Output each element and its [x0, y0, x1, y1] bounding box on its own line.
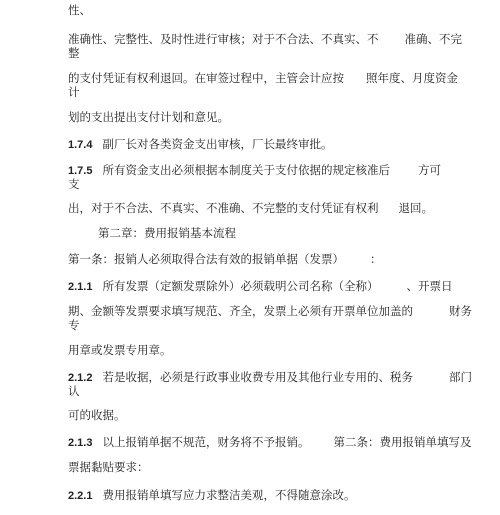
text-line: 划的支出提出支付计划和意见。 — [68, 110, 229, 124]
clause-2-1-2: 2.1.2 若是收据，必须是行政事业收费专用及其他行业专用的、税务 部门 — [68, 370, 472, 384]
text-line: 支 — [68, 177, 80, 191]
text-line: 期、金额等发票要求填写规范、齐全，发票上必须有开票单位加盖的 财务 — [68, 304, 472, 318]
text-line: 性、 — [68, 3, 91, 17]
clause-2-1-3: 2.1.3 以上报销单据不规范，财务将不予报销。 第二条：费用报销单填写及 — [68, 435, 472, 449]
text-line: 专 — [68, 318, 80, 332]
text-line: 准确性、完整性、及时性进行审核；对于不合法、不真实、不 准确、不完 — [68, 32, 462, 46]
clause-1-7-5: 1.7.5 所有资金支出必须根据本制度关于支付依据的规定核准后 方可 — [68, 163, 441, 177]
clause-1-7-4: 1.7.4 副厂长对各类资金支出审核，厂长最终审批。 — [68, 137, 333, 151]
clause-number: 1.7.4 — [68, 139, 93, 151]
text-line: 的支付凭证有权利退回。在审签过程中，主管会计应按 照年度、月度资金 — [68, 71, 458, 85]
article-line: 第一条：报销人必须取得合法有效的报销单据（发票） ： — [68, 252, 382, 266]
text-line: 出，对于不合法、不真实、不准确、不完整的支付凭证有权利 退回。 — [68, 201, 433, 215]
text-line: 认 — [68, 384, 80, 398]
text-line: 票据黏贴要求： — [68, 460, 149, 474]
clause-number: 1.7.5 — [68, 165, 93, 177]
text-line: 可的收据。 — [68, 408, 126, 422]
clause-number: 2.1.1 — [68, 281, 93, 293]
text-line: 用章或发票专用章。 — [68, 343, 172, 357]
clause-number: 2.1.3 — [68, 437, 93, 449]
clause-number: 2.1.2 — [68, 372, 93, 384]
text-line: 计 — [68, 85, 80, 99]
chapter-heading: 第二章：费用报销基本流程 — [98, 226, 236, 240]
clause-2-2-1: 2.2.1 费用报销单填写应力求整洁美观，不得随意涂改。 — [68, 488, 356, 502]
clause-2-1-1: 2.1.1 所有发票（定额发票除外）必须载明公司名称（全称） 、开票日 — [68, 279, 453, 293]
clause-number: 2.2.1 — [68, 490, 93, 502]
text-line: 整 — [68, 46, 80, 60]
